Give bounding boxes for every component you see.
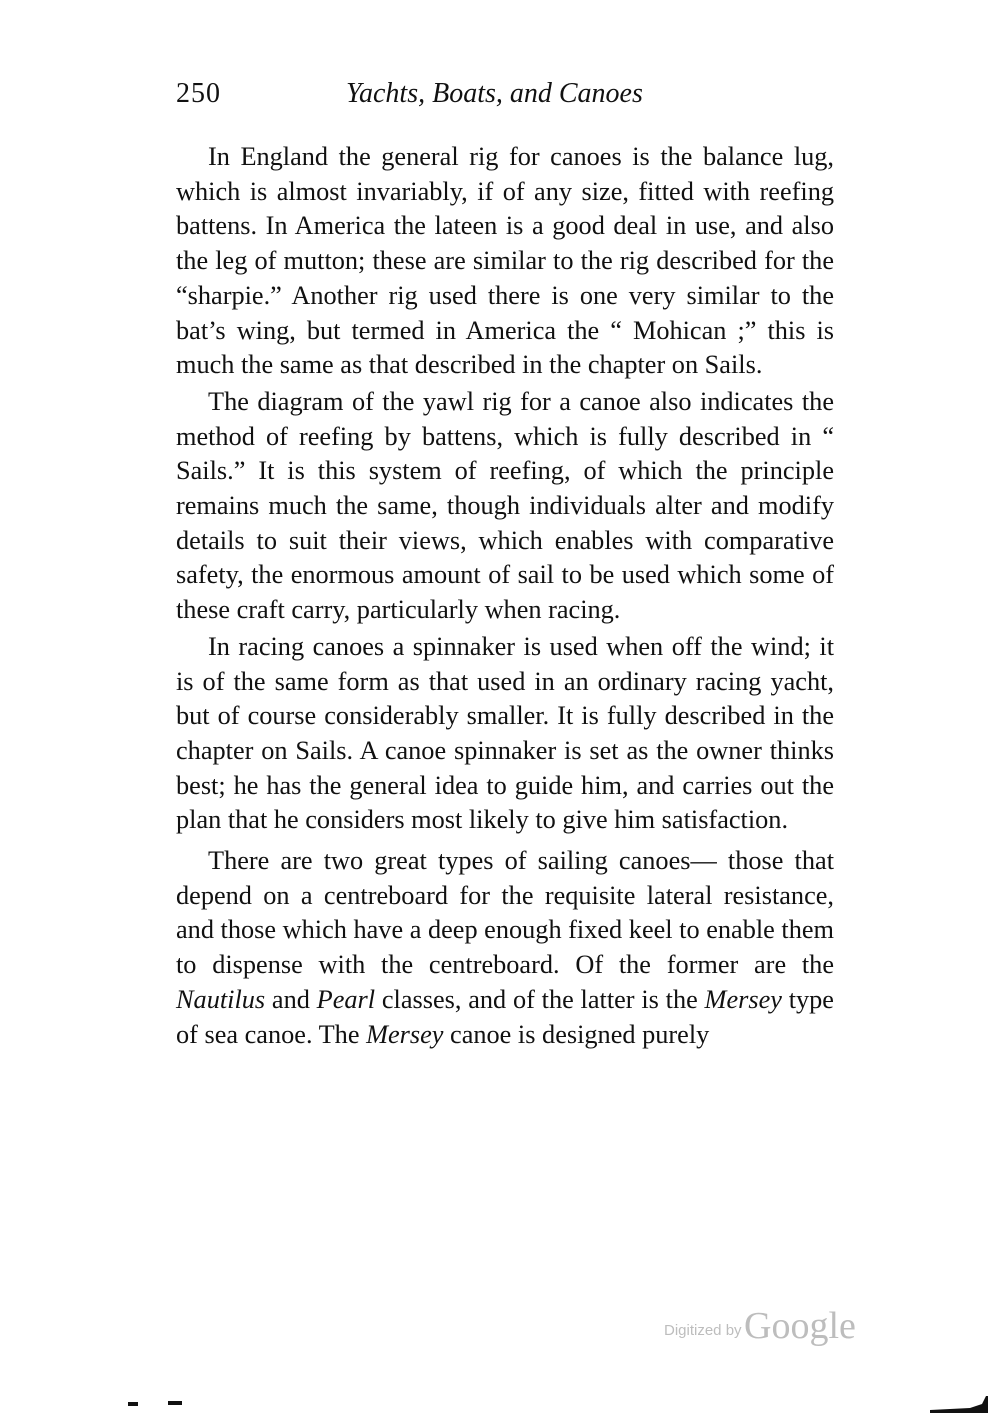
- paragraph-4: [176, 844, 834, 1052]
- paragraph-4-text-2: and: [265, 984, 317, 1014]
- vessel-name-nautilus: Nautilus: [176, 984, 266, 1014]
- paragraph-4-text-5: canoe is designed purely: [443, 1019, 710, 1049]
- vessel-name-pearl: Pearl: [316, 984, 376, 1014]
- vessel-name-mersey: Mersey: [704, 984, 782, 1014]
- google-logo: Google: [744, 1305, 856, 1347]
- running-title: Yachts, Boats, and Canoes: [346, 78, 643, 109]
- scan-mark-left: [128, 1400, 182, 1406]
- paragraph-1: In England the general rig for canoes is the balance lug, which is almost invariably, if of any size, fitted with reefing battens. In America the lateen is a good deal in use, and also the leg of mutton; these are similar to the rig described for the “sharpie.” Another rig used there is one very similar to the bat’s wing, but termed in America the “ Mohican ;” this is much the same as that described in the chapter on Sails.: [176, 142, 834, 380]
- paragraph-3: In racing canoes a spinnaker is used when off the wind; it is of the same form as that used in an ordinary racing yacht, but of course considerably smaller. It is fully described in the chapter on Sails. A canoe spinnaker is set as the owner thinks best; he has the general idea to guide him, and carries out the plan that he considers most likely to give him satisfaction.: [176, 631, 834, 835]
- paragraph-4-text-1: There are two great types of sailing canoes— those that depend on a centreboard for the requisite lateral resistance, and those which have a deep enough fixed keel to enable them to dispense with the centreboard. Of the former are the: [176, 846, 834, 980]
- vessel-name-mersey-2: Mersey: [366, 1019, 444, 1049]
- paragraph-2: The diagram of the yawl rig for a canoe also indicates the method of reefing by battens, which is fully described in “ Sails.” It is this system of reefing, of which the principle remains much the same, though individuals alter and modify details to suit their views, which enables with comparative safety, the enormous amount of sail to be used which some of these craft carry, particularly when racing.: [176, 386, 834, 625]
- scan-mark-right: [930, 1396, 988, 1413]
- body-text: [176, 140, 834, 1052]
- page-header: [176, 78, 836, 118]
- paragraph-4-text-3: classes, and of the latter is the: [375, 984, 705, 1014]
- digitized-watermark: [664, 1304, 874, 1350]
- page-number: 250: [176, 78, 221, 109]
- watermark-prefix: Digitized by: [664, 1322, 742, 1339]
- paragraph-4-text-4: type of sea canoe. The: [176, 984, 834, 1049]
